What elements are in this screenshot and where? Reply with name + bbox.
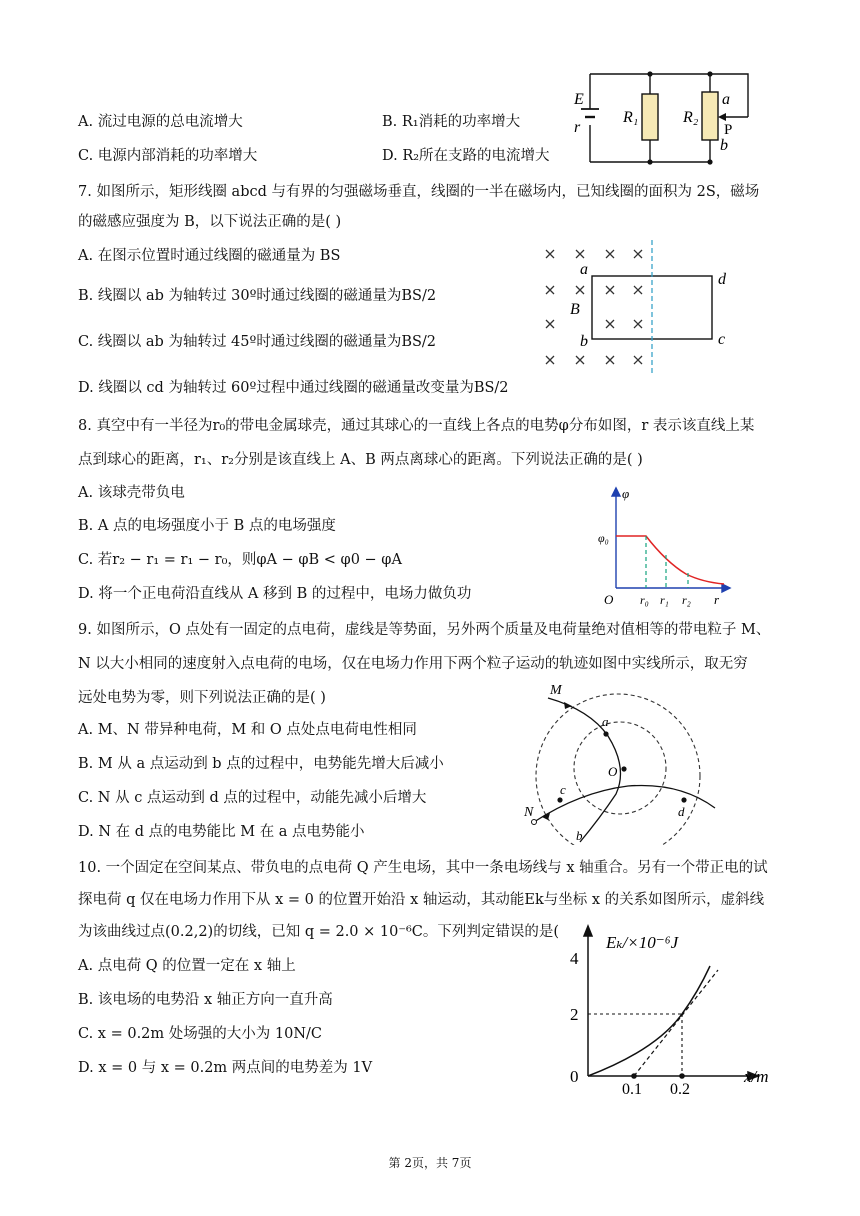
- q8-option-d: D. 将一个正电荷沿直线从 A 移到 B 的过程中，电场力做负功: [78, 586, 472, 602]
- origin-label: 0: [570, 1067, 579, 1086]
- label-o: O: [608, 764, 618, 779]
- q8-stem-line2: 点到球心的距离，r₁、r₂分别是该直线上 A、B 两点离球心的距离。下列说法正确的是( ): [78, 452, 643, 468]
- q10-option-d: D. x = 0 与 x = 0.2m 两点间的电势差为 1V: [78, 1060, 373, 1076]
- q7-stem-line2: 的磁感应强度为 B，以下说法正确的是( ): [78, 214, 342, 230]
- tick-x-0-2: 0.2: [670, 1081, 690, 1095]
- tick-x-0-1: 0.1: [622, 1081, 642, 1095]
- q8-option-a: A. 该球壳带负电: [78, 485, 185, 501]
- y-axis-label: Eₖ/×10⁻⁶J: [606, 933, 679, 952]
- q10-stem-line2: 探电荷 q 仅在电场力作用下从 x = 0 的位置开始沿 x 轴运动，其动能Ek与坐标 x 的关系如图所示，虚斜线: [78, 892, 765, 908]
- q9-option-c: C. N 从 c 点运动到 d 点的过程中，动能先减小后增大: [78, 790, 427, 806]
- label-p: P: [724, 122, 733, 138]
- q10-option-a: A. 点电荷 Q 的位置一定在 x 轴上: [78, 958, 296, 974]
- x-axis-label: x/m: [744, 1067, 769, 1086]
- outer-equipotential: [536, 694, 700, 845]
- tick-y-4: 4: [570, 949, 579, 968]
- potential-curve: [616, 536, 724, 584]
- label-r1: R₁: [623, 109, 639, 126]
- field-cross-marks: [546, 250, 642, 364]
- q10-stem-line1: 10. 一个固定在空间某点、带负电的点电荷 Q 产生电场，其中一条电场线与 x 轴重合。另有一个带正电的试: [78, 860, 768, 876]
- q10-option-b: B. 该电场的电势沿 x 轴正方向一直升高: [78, 992, 333, 1008]
- axis-phi-label: φ: [622, 486, 630, 501]
- r1-label: r₁: [660, 593, 669, 607]
- q9-trajectory-diagram: [520, 680, 735, 845]
- label-b: b: [580, 333, 588, 350]
- tangent-line: [634, 970, 718, 1076]
- tick-y-2: 2: [570, 1005, 579, 1024]
- label-c: c: [560, 782, 566, 797]
- q9-option-d: D. N 在 d 点的电势能比 M 在 a 点电势能小: [78, 824, 365, 840]
- q7-option-a: A. 在图示位置时通过线圈的磁通量为 BS: [78, 248, 341, 264]
- q9-stem-line3: 远处电势为零，则下列说法正确的是( ): [78, 690, 326, 706]
- q9-stem-line1: 9. 如图所示，O 点处有一固定的点电荷，虚线是等势面，另外两个质量及电荷量绝对值相等的带电粒子 M、: [78, 622, 771, 638]
- q7-option-b: B. 线圈以 ab 为轴转过 30º时通过线圈的磁通量为BS/2: [78, 288, 437, 304]
- q6-option-c: C. 电源内部消耗的功率增大: [78, 148, 258, 164]
- q10-ek-x-graph: [560, 920, 810, 1095]
- q9-option-a: A. M、N 带异种电荷，M 和 O 点处点电荷电性相同: [78, 722, 417, 738]
- q7-option-d: D. 线圈以 cd 为轴转过 60º过程中通过线圈的磁通量改变量为BS/2: [78, 380, 509, 396]
- label-b: b: [576, 828, 583, 843]
- q8-option-b: B. A 点的电场强度小于 B 点的电场强度: [78, 518, 336, 534]
- q9-stem-line2: N 以大小相同的速度射入点电荷的电场，仅在电场力作用下两个粒子运动的轨迹如图中实线所示，取无穷: [78, 656, 748, 672]
- label-a: a: [722, 91, 730, 108]
- q6-option-d: D. R₂所在支路的电流增大: [382, 148, 550, 164]
- label-d: d: [678, 804, 685, 819]
- q8-potential-graph: [596, 484, 736, 612]
- axis-r-label: r: [714, 592, 720, 607]
- label-r2: R₂: [683, 109, 699, 126]
- q7-option-c: C. 线圈以 ab 为轴转过 45º时通过线圈的磁通量为BS/2: [78, 334, 437, 350]
- label-a: a: [580, 261, 588, 278]
- phi0-label: φ₀: [598, 531, 609, 545]
- q10-option-c: C. x = 0.2m 处场强的大小为 10N/C: [78, 1026, 322, 1042]
- q6-option-a: A. 流过电源的总电流增大: [78, 114, 243, 130]
- q10-stem-line3: 为该曲线过点(0.2,2)的切线，已知 q = 2.0 × 10⁻⁶C。下列判定错误的是(: [78, 924, 560, 940]
- label-e: E: [574, 91, 584, 108]
- q6-option-b: B. R₁消耗的功率增大: [382, 114, 521, 130]
- ek-curve: [588, 966, 710, 1076]
- label-r: r: [574, 119, 581, 136]
- label-m: M: [550, 683, 562, 698]
- origin-label: O: [604, 592, 614, 607]
- label-c: c: [718, 331, 726, 348]
- q7-stem-line1: 7. 如图所示，矩形线圈 abcd 与有界的匀强磁场垂直，线圈的一半在磁场内，已知线圈的面积为 2S，磁场: [78, 184, 760, 200]
- r2-label: r₂: [682, 593, 691, 607]
- q9-option-b: B. M 从 a 点运动到 b 点的过程中，电势能先增大后减小: [78, 756, 444, 772]
- label-n: N: [524, 805, 534, 820]
- q8-stem-line1: 8. 真空中有一半径为r₀的带电金属球壳，通过其球心的一直线上各点的电势φ分布如图，r 表示该直线上某: [78, 418, 755, 434]
- label-field-b: B: [570, 301, 580, 318]
- label-a: a: [602, 714, 609, 729]
- label-d: d: [718, 271, 726, 288]
- point-charge-o: [621, 766, 626, 771]
- q6-circuit-diagram: [560, 62, 790, 172]
- q7-coil-field-diagram: [530, 240, 750, 375]
- q8-option-c: C. 若r₂ − r₁ = r₁ − r₀，则φA − φB < φ0 − φA: [78, 552, 402, 568]
- r0-label: r₀: [640, 593, 649, 607]
- label-b: b: [720, 137, 728, 154]
- page-footer: 第 2页，共 7页: [388, 1156, 472, 1170]
